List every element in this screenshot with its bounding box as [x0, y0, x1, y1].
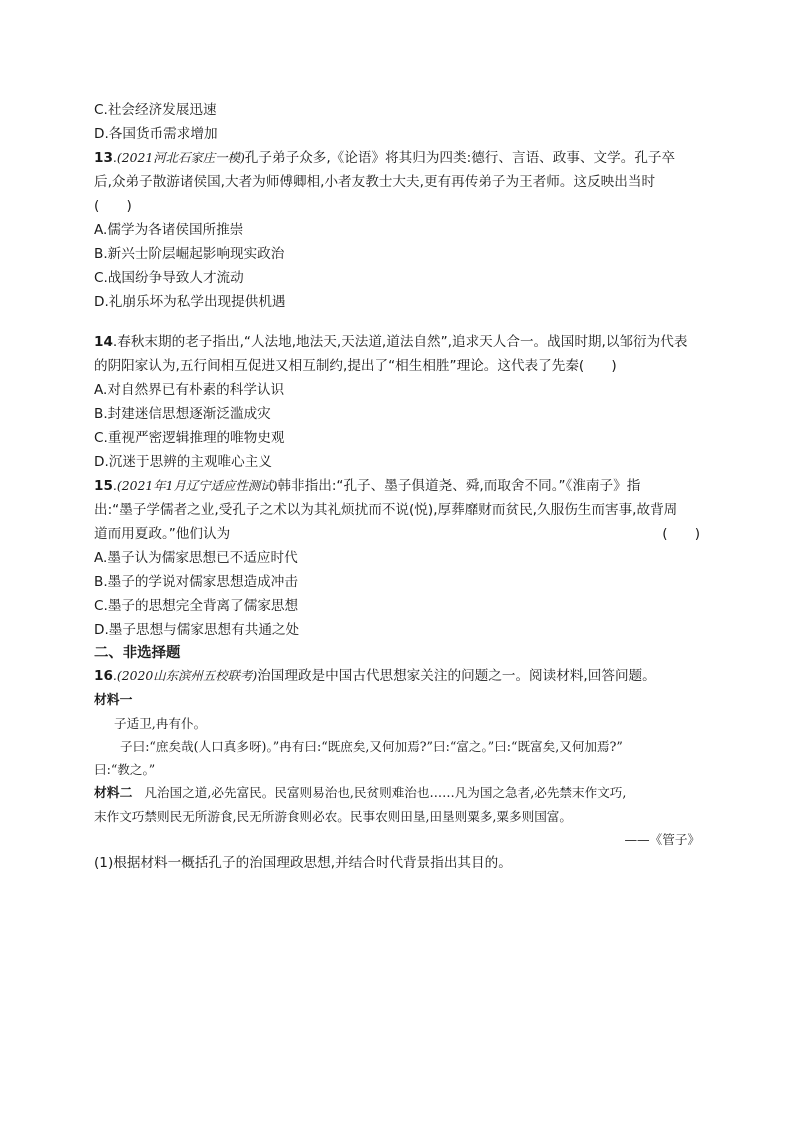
material-1-line2: 子适卫,冉有仆。 — [114, 716, 207, 731]
q14-option-b[interactable]: B.封建迷信思想逐渐泛滥成灾 — [94, 406, 271, 422]
q15-stem-text1: 韩非指出:“孔子、墨子俱道尧、舜,而取舍不同。”《淮南子》指 — [277, 478, 641, 494]
material-2-line1 — [94, 781, 700, 805]
q16-stem — [94, 664, 700, 688]
q13-option-a[interactable]: A.儒学为各诸侯国所推崇 — [94, 222, 244, 238]
q12-option-c[interactable]: C.社会经济发展迅速 — [94, 102, 217, 118]
material-1-line3: 子曰:“庶矣哉(人口真多呀)。”冉有曰:“既庶矣,又何加焉?”曰:“富之。”曰:“既富矣,又何加焉?” — [120, 739, 623, 754]
q14-option-a[interactable]: A.对自然界已有朴素的科学认识 — [94, 382, 285, 398]
material-2-text1: 凡治国之道,必先富民。民富则易治也,民贫则难治也……凡为国之急者,必先禁末作文巧, — [144, 785, 627, 800]
material-2-label: 材料二 — [94, 786, 133, 801]
section-heading: 二、非选择题 — [94, 645, 181, 661]
q13-number: 13 — [94, 150, 113, 166]
q13-stem-line1 — [94, 146, 700, 170]
q14-stem-line2: 的阴阳家认为,五行间相互促进又相互制约,提出了“相生相胜”理论。这代表了先秦( ) — [94, 358, 617, 374]
q15-number: 15 — [94, 478, 113, 494]
q15-option-b[interactable]: B.墨子的学说对儒家思想造成冲击 — [94, 574, 298, 590]
material-1-label: 材料一 — [94, 693, 133, 708]
spacer — [94, 314, 700, 330]
q13-answer-blank: ( ) — [94, 198, 132, 214]
q13-stem-text1: 孔子弟子众多,《论语》将其归为四类:德行、言语、政事、文学。孔子卒 — [244, 150, 676, 166]
exam-page — [94, 98, 700, 875]
q15-source: .(2021年1月辽宁适应性测试) — [112, 478, 278, 493]
q15-option-d[interactable]: D.墨子思想与儒家思想有共通之处 — [94, 622, 300, 638]
material-1-line1 — [94, 688, 700, 712]
q16-stem-text: 治国理政是中国古代思想家关注的问题之一。阅读材料,回答问题。 — [257, 668, 656, 684]
q13-source: .(2021河北石家庄一模) — [112, 150, 245, 165]
material-2-source: ——《管子》 — [624, 832, 700, 847]
q13-option-c[interactable]: C.战国纷争导致人才流动 — [94, 270, 244, 286]
q13-option-d[interactable]: D.礼崩乐坏为私学出现提供机遇 — [94, 294, 286, 310]
q14-option-c[interactable]: C.重视严密逻辑推理的唯物史观 — [94, 430, 285, 446]
q14-stem-line1 — [94, 330, 700, 354]
q15-stem-line3 — [94, 522, 700, 546]
q13-option-b[interactable]: B.新兴士阶层崛起影响现实政治 — [94, 246, 285, 262]
material-2-line2: 末作文巧禁则民无所游食,民无所游食则必农。民事农则田垦,田垦则粟多,粟多则国富。 — [94, 809, 572, 824]
q15-stem-line1 — [94, 474, 700, 498]
q14-option-d[interactable]: D.沉迷于思辨的主观唯心主义 — [94, 454, 272, 470]
q15-stem-text3: 道而用夏政。”他们认为 — [94, 526, 231, 542]
q13-stem-line2: 后,众弟子散游诸侯国,大者为师傅卿相,小者友教士大夫,更有再传弟子为王者师。这反映出当时 — [94, 174, 656, 190]
q16-subquestion-1: (1)根据材料一概括孔子的治国理政思想,并结合时代背景指出其目的。 — [94, 855, 512, 871]
q12-option-d[interactable]: D.各国货币需求增加 — [94, 126, 218, 142]
material-1-line4: 曰:“教之。” — [94, 762, 156, 777]
q15-option-a[interactable]: A.墨子认为儒家思想已不适应时代 — [94, 550, 298, 566]
q15-stem-line2: 出:“墨子学儒者之业,受孔子之术以为其礼烦扰而不说(悦),厚葬靡财而贫民,久服伤生而害事,故背周 — [94, 502, 678, 518]
q15-answer-blank: ( ) — [662, 526, 700, 542]
q15-option-c[interactable]: C.墨子的思想完全背离了儒家思想 — [94, 598, 299, 614]
q14-number: 14 — [94, 334, 113, 350]
q14-stem-text1: .春秋末期的老子指出,“人法地,地法天,天法道,道法自然”,追求天人合一。战国时期,以邹衍为代表 — [112, 334, 688, 350]
q16-source: .(2020山东滨州五校联考) — [112, 668, 258, 683]
q16-number: 16 — [94, 668, 113, 684]
